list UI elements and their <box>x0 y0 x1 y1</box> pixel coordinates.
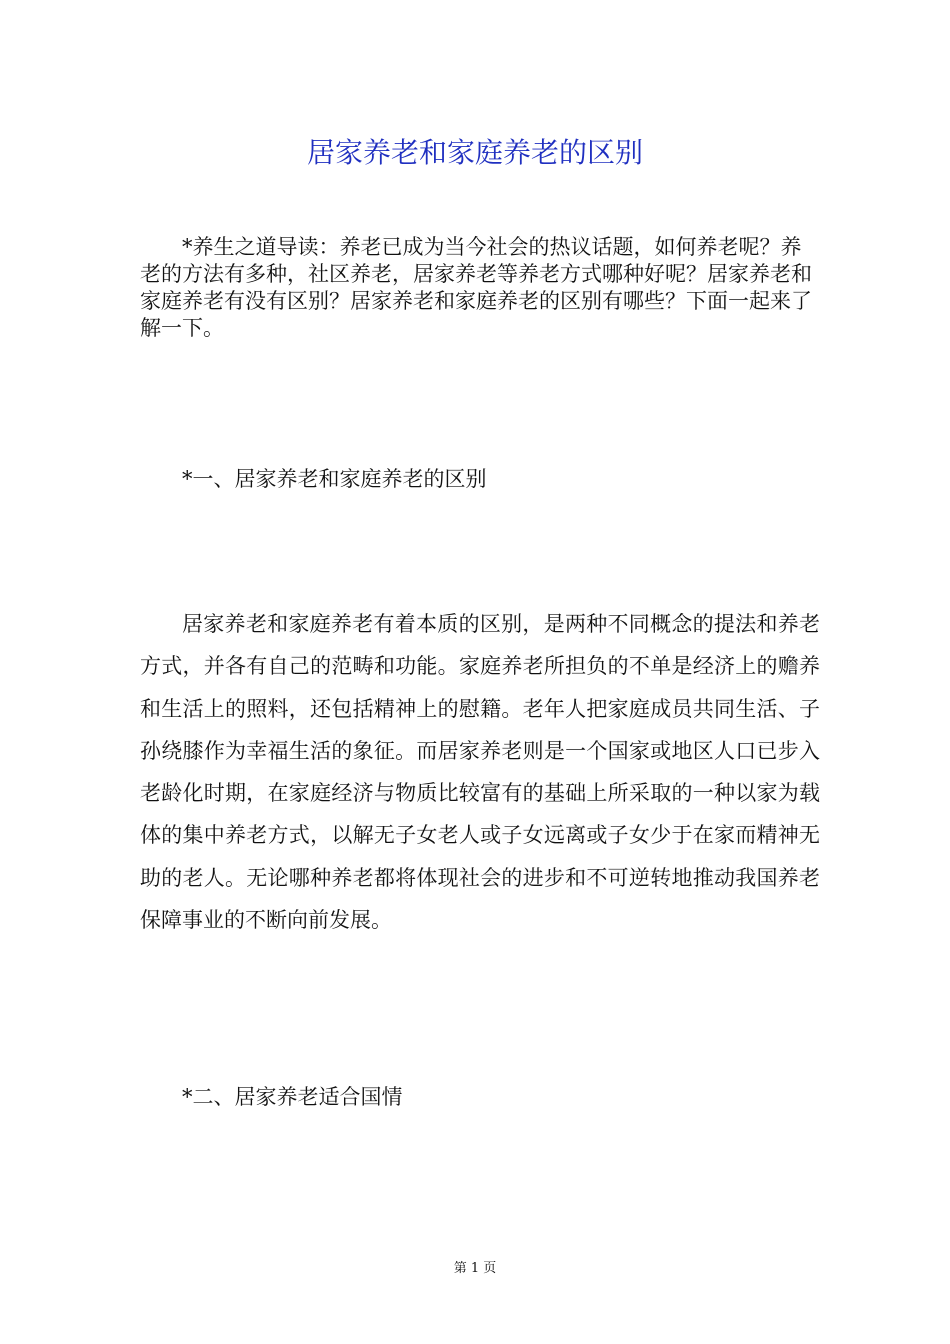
section-1-heading: *一、居家养老和家庭养老的区别 <box>182 467 487 491</box>
page-number: 第 1 页 <box>453 1261 497 1276</box>
section-1-body: 居家养老和家庭养老有着本质的区别，是两种不同概念的提法和养老方式，并各有自己的范畴和功能。家庭养老所担负的不单是经济上的赡养和生活上的照料，还包括精神上的慰籍。老年人把家庭成员共同生活、子孙绕膝作为幸福生活的象征。而居家养老则是一个国家或地区人口已步入老龄化时期，在家庭经济与物质比较富有的基础上所采取的一种以家为载体的集中养老方式，以解无子女老人或子女远离或子女少于在家而精神无助的老人。无论哪种养老都将体现社会的进步和不可逆转地推动我国养老保障事业的不断向前发展。 <box>140 612 820 933</box>
intro-paragraph: *养生之道导读：养老已成为当今社会的热议话题，如何养老呢？养老的方法有多种，社区养老，居家养老等养老方式哪种好呢？居家养老和家庭养老有没有区别？居家养老和家庭养老的区别有哪些？下面一起来了解一下。 <box>140 235 812 340</box>
document-title: 居家养老和家庭养老的区别 <box>306 136 643 169</box>
section-2-heading: *二、居家养老适合国情 <box>182 1085 403 1109</box>
